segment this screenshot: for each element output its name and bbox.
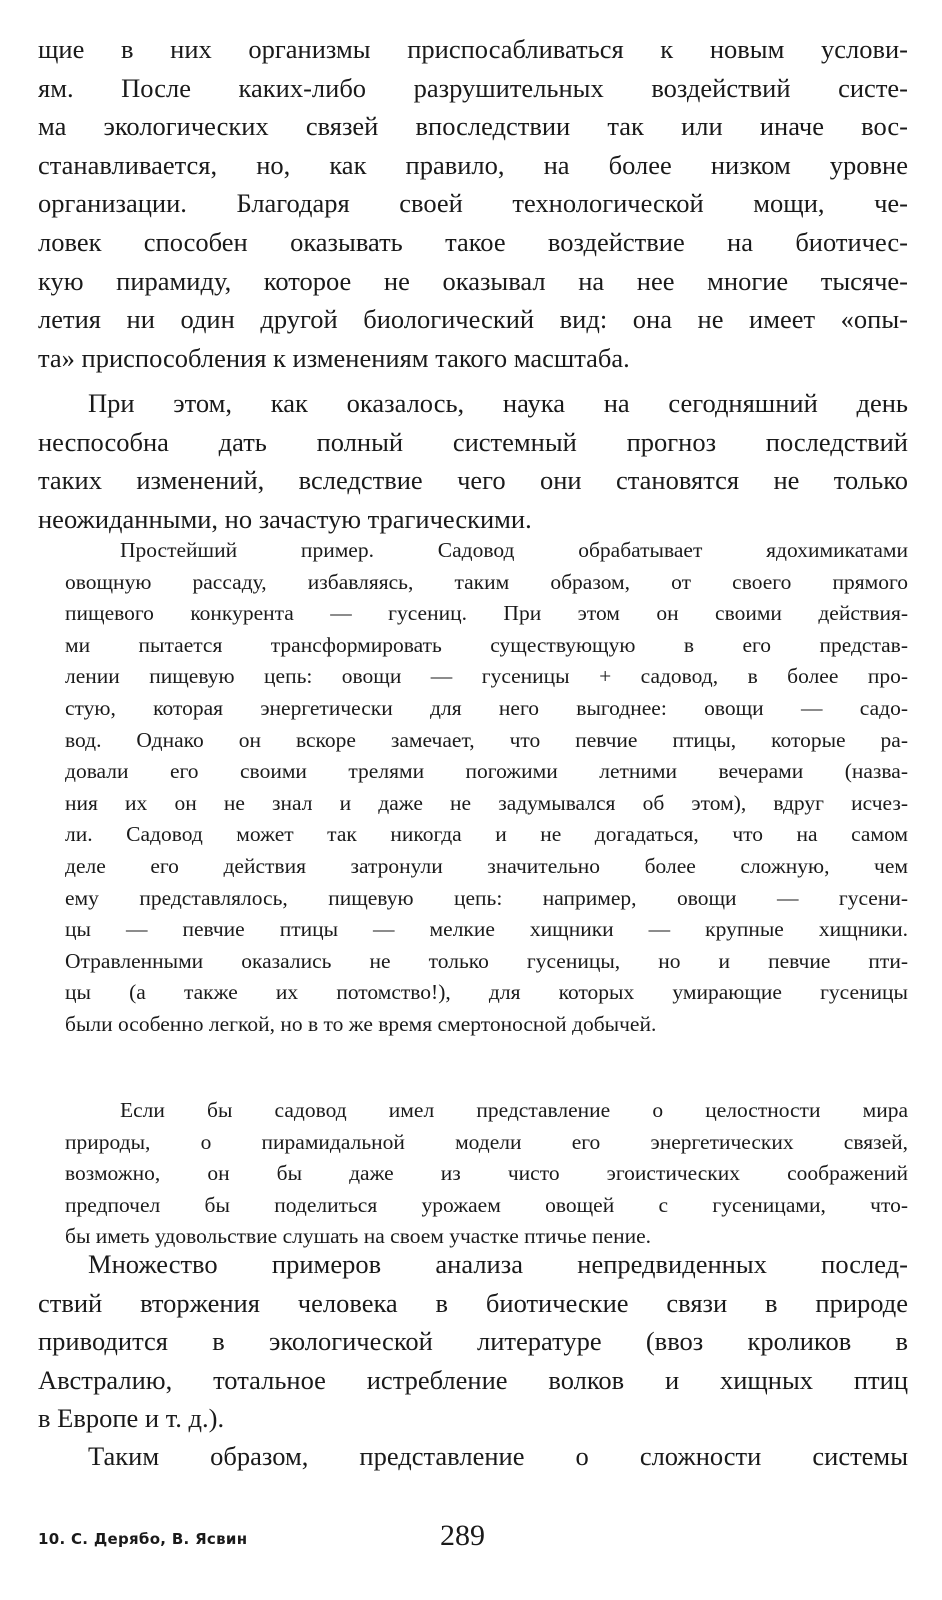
example-note-1 [65, 535, 908, 1041]
paragraph-3 [38, 1245, 908, 1438]
text-line: лении пищевую цепь: овощи — гусеницы + садовод, в более про- [65, 664, 908, 689]
text-line: в Европе и т. д.). [38, 1403, 225, 1433]
paragraph-2 [38, 384, 908, 538]
text-line: ма экологических связей впоследствии так или иначе вос- [38, 111, 908, 142]
text-line: Таким образом, представление о сложности системы [88, 1441, 908, 1471]
text-line: летия ни один другой биологический вид: она не имеет «опы- [38, 304, 908, 335]
text-line: довали его своими трелями погожими летними вечерами (назва- [65, 759, 908, 784]
paragraph-1 [38, 30, 908, 377]
text-line: ствий вторжения человека в биотические связи в природе [38, 1287, 908, 1318]
text-line: та» приспособления к изменениям такого масштаба. [38, 342, 630, 373]
text-line: цы — певчие птицы — мелкие хищники — крупные хищники. [65, 917, 908, 942]
text-line: цы (а также их потомство!), для которых умирающие гусеницы [65, 980, 908, 1005]
text-line: ния их он не знал и даже не задумывался об этом), вдруг исчез- [65, 790, 908, 815]
text-line: Простейший пример. Садовод обрабатывает ядохимикатами [120, 538, 908, 562]
text-line: станавливается, но, как правило, на более низком уровне [38, 149, 908, 180]
example-note-2 [65, 1095, 908, 1253]
text-line: таких изменений, вследствие чего они становятся не только [38, 465, 908, 495]
text-line: приводится в экологической литературе (ввоз кроликов в [38, 1326, 908, 1356]
text-line: ям. После каких-либо разрушительных воздействий систе- [38, 72, 908, 103]
text-line: неспособна дать полный системный прогноз последствий [38, 426, 908, 457]
text-line: организации. Благодаря своей технологической мощи, че- [38, 188, 908, 219]
text-line: природы, о пирамидальной модели его энергетических связей, [65, 1129, 908, 1154]
text-line: возможно, он бы даже из чисто эгоистических соображений [65, 1161, 908, 1186]
text-line: щие в них организмы приспосабливаться к новым услови- [38, 34, 908, 64]
text-line: овощную рассаду, избавляясь, таким образом, от своего прямого [65, 569, 908, 594]
text-line: вод. Однако он вскоре замечает, что певчие птицы, которые ра- [65, 727, 908, 752]
text-line: ловек способен оказывать такое воздействие на биотичес- [38, 226, 908, 257]
text-line: стую, которая энергетически для него выгоднее: овощи — садо- [65, 695, 908, 720]
text-line: При этом, как оказалось, наука на сегодняшний день [88, 388, 908, 418]
text-line: предпочел бы поделиться урожаем овощей с гусеницами, что- [65, 1192, 908, 1217]
text-line: ми пытается трансформировать существующую в его представ- [65, 632, 908, 657]
text-line: Австралию, тотальное истребление волков и хищных птиц [38, 1364, 908, 1395]
text-line: неожиданными, но зачастую трагическими. [38, 503, 532, 534]
text-line: Если бы садовод имел представление о целостности мира [120, 1098, 908, 1122]
text-line: деле его действия затронули значительно более сложную, чем [65, 853, 908, 878]
text-line: были особенно легкой, но в то же время смертоносной добычей. [65, 1011, 657, 1036]
text-line: бы иметь удовольствие слушать на своем участке птичье пение. [65, 1224, 652, 1249]
paragraph-4 [38, 1437, 908, 1476]
text-line: ли. Садовод может так никогда и не догадаться, что на самом [65, 822, 908, 847]
footer-author-signature: 10. С. Дерябо, В. Ясвин [38, 1530, 248, 1548]
page-number: 289 [440, 1519, 485, 1552]
text-line: кую пирамиду, которое не оказывал на нее многие тысяче- [38, 265, 908, 296]
text-line: ему представлялось, пищевую цепь: например, овощи — гусени- [65, 885, 908, 910]
text-line: пищевого конкурента — гусениц. При этом он своими действия- [65, 601, 908, 626]
text-line: Отравленными оказались не только гусеницы, но и певчие пти- [65, 948, 908, 973]
text-line: Множество примеров анализа непредвиденных послед- [88, 1249, 908, 1279]
